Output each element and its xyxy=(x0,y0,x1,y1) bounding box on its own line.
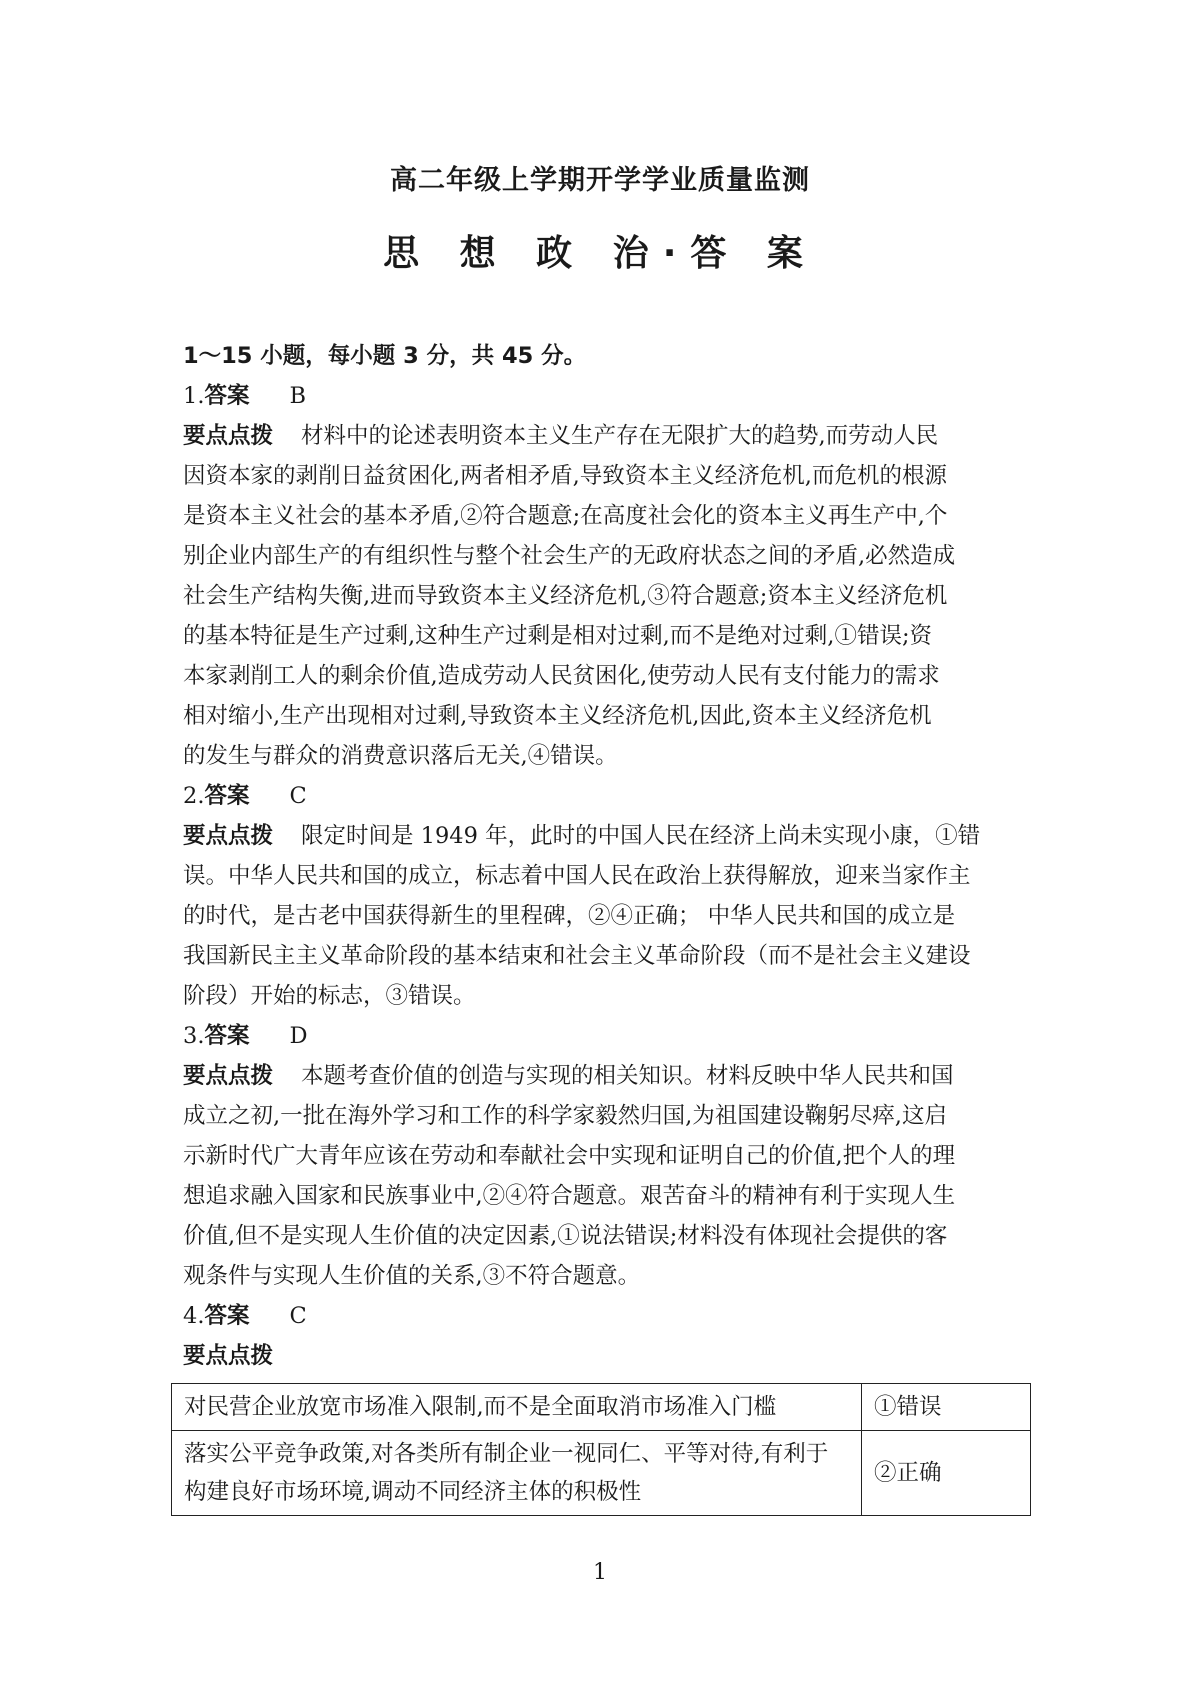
explanation-line: 的时代，是古老中国获得新生的里程碑，②④正确； 中华人民共和国的成立是 xyxy=(183,903,956,929)
explanation-line: 相对缩小,生产出现相对过剩,导致资本主义经济危机,因此,资本主义经济危机 xyxy=(183,703,932,729)
explanation-line: 价值,但不是实现人生价值的决定因素,①说法错误;材料没有体现社会提供的客 xyxy=(183,1223,948,1249)
explanation-line: 本家剥削工人的剩余价值,造成劳动人民贫困化,使劳动人民有支付能力的需求 xyxy=(183,663,940,689)
answer-value: D xyxy=(289,1023,308,1049)
answer-value: C xyxy=(289,783,307,809)
explanation-text: 材料中的论述表明资本主义生产存在无限扩大的趋势,而劳动人民 xyxy=(301,423,939,449)
question-2-point-line xyxy=(183,816,1023,856)
question-1-point-line xyxy=(183,416,1023,456)
table-cell-verdict: ②正确 xyxy=(862,1431,1031,1516)
page-title: 高二年级上学期开学学业质量监测 xyxy=(390,165,810,196)
question-number: 4. xyxy=(183,1303,205,1329)
explanation-line: 是资本主义社会的基本矛盾,②符合题意;在高度社会化的资本主义再生产中,个 xyxy=(183,503,948,529)
answer-value: B xyxy=(289,383,307,409)
explanation-line: 的基本特征是生产过剩,这种生产过剩是相对过剩,而不是绝对过剩,①错误;资 xyxy=(183,623,933,649)
explanation-text: 限定时间是 1949 年，此时的中国人民在经济上尚未实现小康，①错 xyxy=(301,823,981,849)
explanation-line: 的发生与群众的消费意识落后无关,④错误。 xyxy=(183,743,618,769)
section-intro: 1～15 小题，每小题 3 分，共 45 分。 xyxy=(183,343,587,369)
question-2-header xyxy=(183,776,1023,816)
points-label: 要点点拨 xyxy=(183,823,274,849)
explanation-line: 误。中华人民共和国的成立，标志着中国人民在政治上获得解放，迎来当家作主 xyxy=(183,863,971,889)
question-1-header xyxy=(183,376,1023,416)
answer-label: 答案 xyxy=(204,1303,250,1329)
answer-label: 答案 xyxy=(204,383,250,409)
question-4-point-line xyxy=(183,1336,1023,1376)
explanation-line: 想追求融入国家和民族事业中,②④符合题意。艰苦奋斗的精神有利于实现人生 xyxy=(183,1183,956,1209)
points-label: 要点点拨 xyxy=(183,1343,274,1369)
table-row xyxy=(172,1431,1031,1516)
table-row xyxy=(172,1384,1031,1431)
question-3-header xyxy=(183,1016,1023,1056)
explanation-line: 社会生产结构失衡,进而导致资本主义经济危机,③符合题意;资本主义经济危机 xyxy=(183,583,948,609)
explanation-line: 阶段）开始的标志，③错误。 xyxy=(183,983,476,1009)
explanation-text: 本题考查价值的创造与实现的相关知识。材料反映中华人民共和国 xyxy=(301,1063,954,1089)
question-number: 1. xyxy=(183,383,205,409)
question-4-header xyxy=(183,1296,1023,1336)
explanation-line: 别企业内部生产的有组织性与整个社会生产的无政府状态之间的矛盾,必然造成 xyxy=(183,543,956,569)
answer-value: C xyxy=(289,1303,307,1329)
table-cell-verdict: ①错误 xyxy=(862,1384,1031,1431)
question-number: 3. xyxy=(183,1023,205,1049)
page-number: 1 xyxy=(593,1560,607,1585)
analysis-table xyxy=(171,1383,1031,1516)
explanation-line: 我国新民主主义革命阶段的基本结束和社会主义革命阶段（而不是社会主义建设 xyxy=(183,943,971,969)
explanation-line: 观条件与实现人生价值的关系,③不符合题意。 xyxy=(183,1263,641,1289)
explanation-line: 成立之初,一批在海外学习和工作的科学家毅然归国,为祖国建设鞠躬尽瘁,这启 xyxy=(183,1103,947,1129)
explanation-line: 示新时代广大青年应该在劳动和奉献社会中实现和证明自己的价值,把个人的理 xyxy=(183,1143,956,1169)
table-cell-statement: 落实公平竞争政策,对各类所有制企业一视同仁、平等对待,有利于构建良好市场环境,调动不同经济主体的积极性 xyxy=(172,1431,862,1516)
answer-content xyxy=(183,336,1023,1376)
table-cell-statement: 对民营企业放宽市场准入限制,而不是全面取消市场准入门槛 xyxy=(172,1384,862,1431)
question-3-point-line xyxy=(183,1056,1023,1096)
page-subtitle: 思 想 政 治·答 案 xyxy=(383,233,817,274)
explanation-line: 因资本家的剥削日益贫困化,两者相矛盾,导致资本主义经济危机,而危机的根源 xyxy=(183,463,947,489)
answer-label: 答案 xyxy=(204,783,250,809)
points-label: 要点点拨 xyxy=(183,1063,274,1089)
question-number: 2. xyxy=(183,783,205,809)
answer-label: 答案 xyxy=(204,1023,250,1049)
points-label: 要点点拨 xyxy=(183,423,274,449)
